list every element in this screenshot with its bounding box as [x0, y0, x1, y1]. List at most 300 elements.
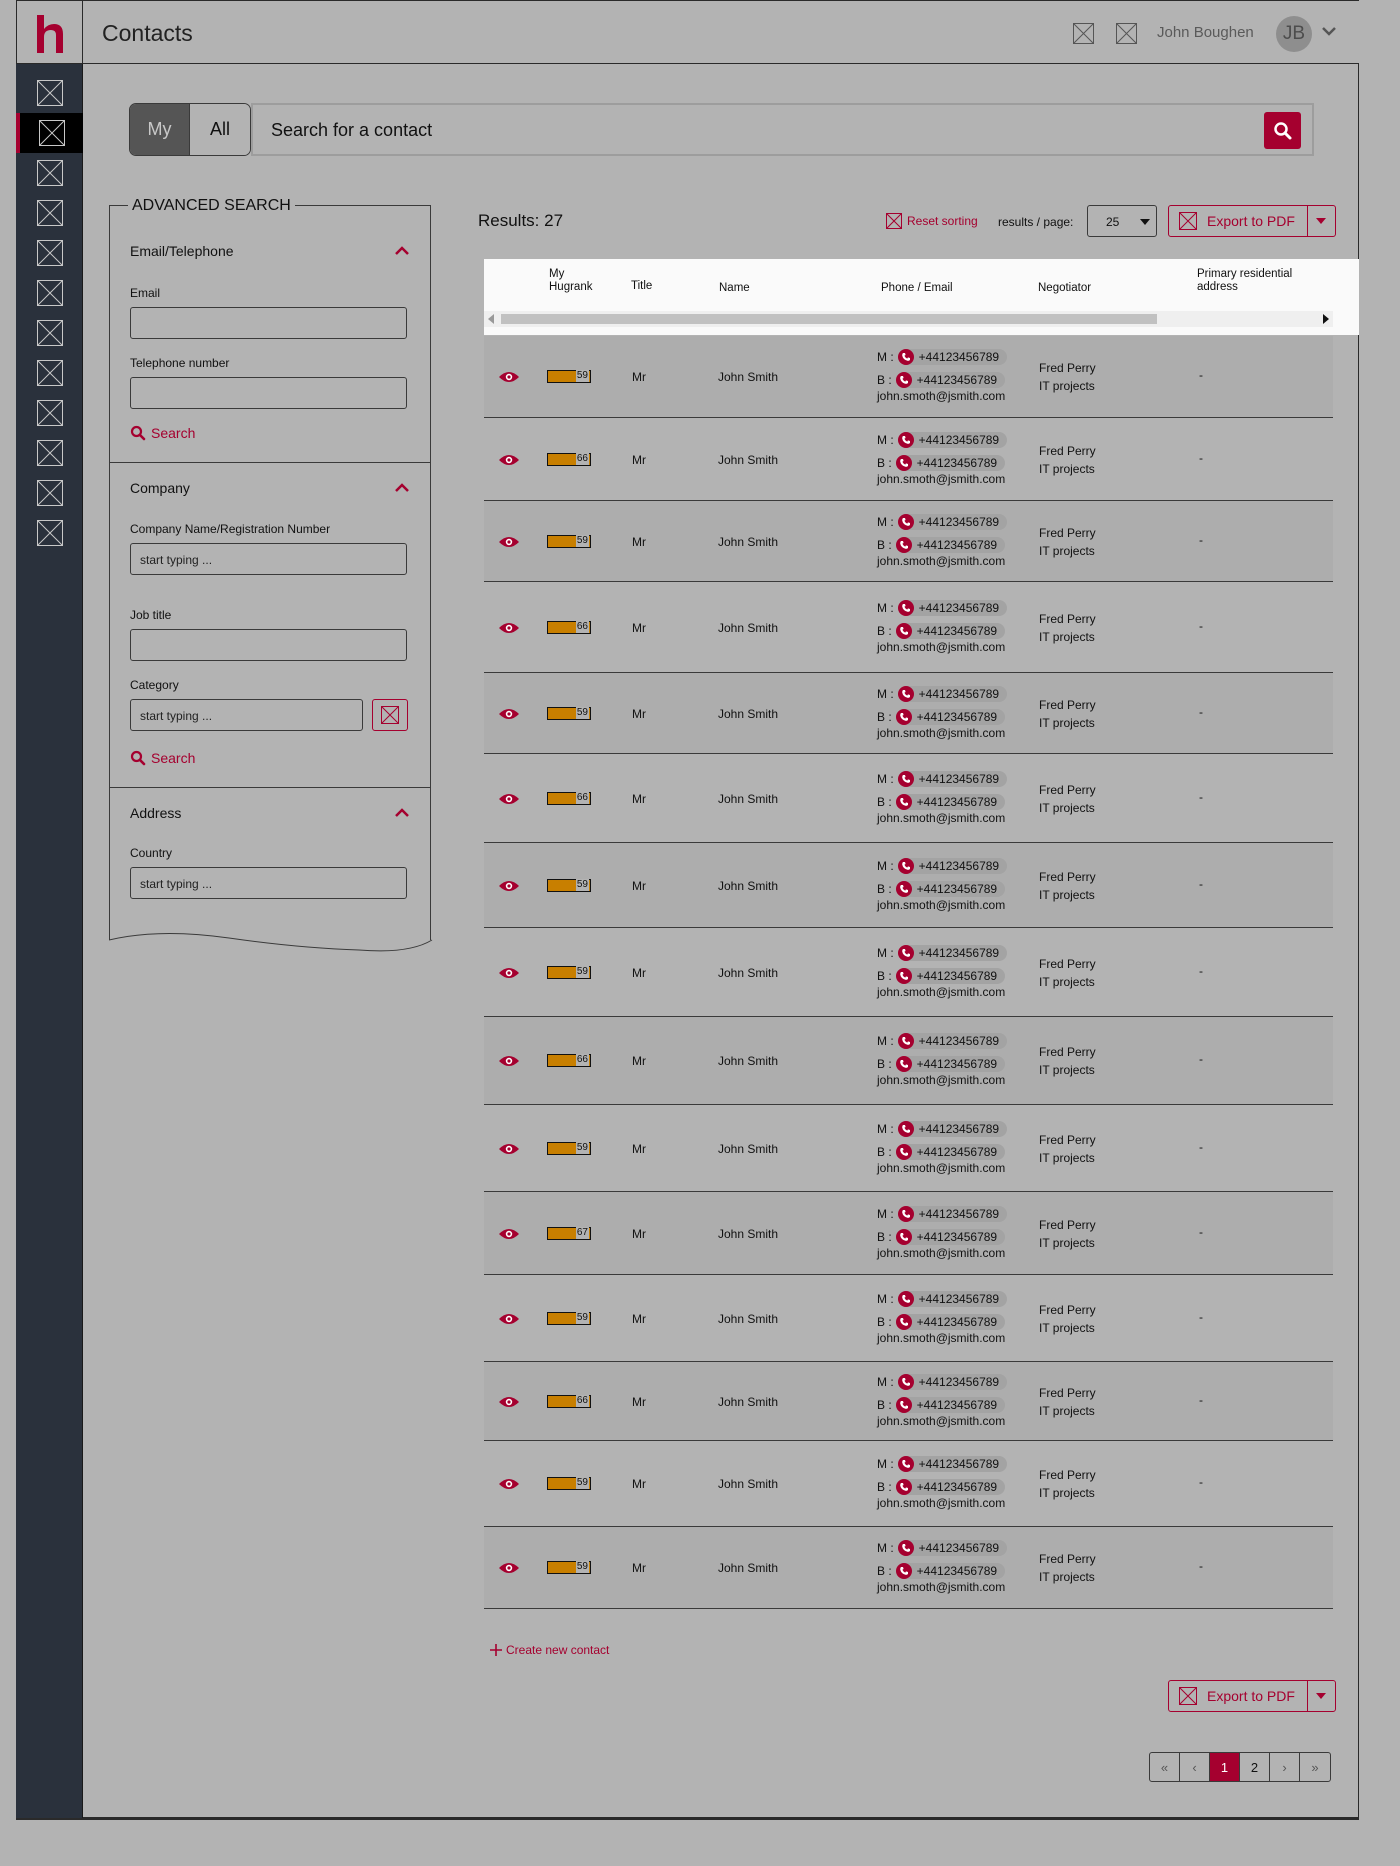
business-label: B :: [877, 709, 892, 724]
name-cell[interactable]: John Smith: [718, 878, 779, 893]
mobile-call-button[interactable]: [898, 686, 1007, 702]
mobile-label: M :: [877, 1121, 894, 1136]
phone-icon: [896, 1144, 912, 1160]
table-row[interactable]: [484, 754, 1333, 843]
placeholder-icon[interactable]: [1073, 23, 1094, 44]
email-link[interactable]: john.smoth@jsmith.com: [877, 897, 1006, 912]
table-row[interactable]: [484, 1441, 1333, 1527]
table-row[interactable]: [484, 1362, 1333, 1441]
placeholder-icon[interactable]: [1116, 23, 1137, 44]
mobile-number: +44123456789: [918, 1121, 1000, 1136]
mobile-phone: [877, 1374, 1007, 1390]
business-label: B :: [877, 1314, 892, 1329]
mobile-call-button[interactable]: [898, 514, 1007, 530]
phone-icon: [896, 1314, 912, 1330]
hugrank-value: 59: [576, 965, 588, 977]
negotiator-team: IT projects: [1039, 715, 1095, 730]
negotiator-name: Fred Perry: [1039, 1217, 1096, 1232]
mobile-label: M :: [877, 1457, 894, 1471]
category-picker-button[interactable]: [372, 699, 408, 731]
column-header-address[interactable]: [1197, 268, 1292, 294]
address-cell: -: [1199, 876, 1203, 891]
phone-icon: [896, 537, 912, 553]
caret-down-icon: [1140, 219, 1150, 225]
mobile-phone: [877, 514, 1007, 530]
email-link[interactable]: john.smoth@jsmith.com: [877, 984, 1006, 999]
negotiator-name: Fred Perry: [1039, 1468, 1096, 1482]
scroll-left-icon[interactable]: [487, 314, 495, 324]
view-eye-icon[interactable]: [498, 1054, 520, 1068]
view-eye-icon[interactable]: [498, 370, 520, 384]
advanced-search-title: ADVANCED SEARCH: [128, 197, 295, 215]
title-cell: Mr: [632, 452, 646, 467]
table-row[interactable]: [484, 1105, 1333, 1192]
mobile-call-button[interactable]: [898, 432, 1007, 448]
name-cell[interactable]: John Smith: [718, 791, 779, 806]
mobile-call-button[interactable]: [898, 771, 1007, 787]
view-eye-icon[interactable]: [498, 1312, 520, 1326]
hugrank-bar: [547, 535, 591, 548]
mobile-number: +44123456789: [918, 600, 1000, 615]
business-call-button[interactable]: [896, 1056, 1005, 1072]
sidebar-item[interactable]: [16, 473, 83, 513]
scrollbar-thumb[interactable]: [501, 314, 1157, 324]
search-icon: [130, 750, 146, 766]
phone-icon: [898, 349, 914, 365]
email-link[interactable]: john.smoth@jsmith.com: [877, 1160, 1006, 1175]
negotiator-cell: [1039, 610, 1096, 646]
email-link[interactable]: john.smoth@jsmith.com: [877, 639, 1006, 654]
placeholder-icon: [37, 160, 63, 186]
mobile-call-button[interactable]: [898, 1374, 1007, 1390]
column-header-hugrank[interactable]: [549, 268, 592, 294]
mobile-call-button[interactable]: [898, 1540, 1007, 1556]
results-per-page-select[interactable]: [1087, 205, 1157, 237]
negotiator-team: IT projects: [1039, 461, 1095, 476]
mobile-call-button[interactable]: [898, 1033, 1007, 1049]
mobile-phone: [877, 1456, 1007, 1472]
business-call-button[interactable]: [896, 1563, 1005, 1579]
country-field[interactable]: start typing ...: [130, 867, 407, 899]
results-count: Results: 27: [478, 211, 564, 230]
mobile-phone: [877, 1291, 1007, 1307]
name-cell[interactable]: John Smith: [718, 370, 779, 384]
negotiator-team: IT projects: [1039, 1063, 1095, 1077]
export-options-button[interactable]: [1308, 1681, 1335, 1711]
mode-all-button[interactable]: All: [190, 104, 250, 155]
view-eye-icon[interactable]: [498, 1142, 520, 1156]
mobile-call-button[interactable]: [898, 858, 1007, 874]
column-header-title[interactable]: Title: [631, 280, 653, 292]
email-link[interactable]: john.smoth@jsmith.com: [877, 725, 1006, 740]
view-eye-icon[interactable]: [498, 1477, 520, 1491]
hugrank-value: 59: [576, 1561, 588, 1572]
business-call-button[interactable]: [896, 709, 1005, 725]
placeholder-icon: [37, 280, 63, 306]
name-cell[interactable]: John Smith: [718, 1561, 779, 1575]
business-label: B :: [877, 1480, 892, 1494]
negotiator-team: IT projects: [1039, 379, 1095, 393]
telephone-field[interactable]: [130, 377, 407, 409]
panel-torn-edge: [109, 928, 433, 958]
mobile-label: M :: [877, 686, 894, 701]
email-link[interactable]: john.smoth@jsmith.com: [877, 1413, 1006, 1428]
export-pdf-button[interactable]: [1169, 206, 1308, 236]
business-phone: [877, 1144, 1005, 1160]
email-link[interactable]: john.smoth@jsmith.com: [877, 1496, 1006, 1510]
title-cell: Mr: [632, 878, 646, 893]
business-phone: [877, 968, 1005, 984]
view-eye-icon[interactable]: [498, 535, 520, 549]
view-eye-icon[interactable]: [498, 966, 520, 980]
business-phone: [877, 1563, 1005, 1579]
mobile-number: +44123456789: [918, 514, 1000, 529]
business-phone: [877, 537, 1005, 553]
title-cell: Mr: [632, 370, 646, 384]
business-phone: [877, 1397, 1005, 1413]
negotiator-cell: [1039, 696, 1096, 732]
table-row[interactable]: [484, 582, 1333, 673]
title-cell: Mr: [632, 1226, 646, 1241]
export-pdf-group-bottom: [1168, 1680, 1336, 1712]
sidebar-item[interactable]: [16, 393, 83, 433]
placeholder-icon: [37, 200, 63, 226]
sidebar-item[interactable]: [16, 433, 83, 473]
title-cell: Mr: [632, 1141, 646, 1156]
telephone-label: Telephone number: [130, 356, 230, 370]
logo[interactable]: [16, 1, 83, 64]
page-2-button[interactable]: 2: [1240, 1753, 1270, 1781]
name-cell[interactable]: John Smith: [718, 1311, 779, 1326]
hugrank-bar: [547, 453, 591, 466]
chevron-down-icon[interactable]: [1321, 25, 1337, 37]
phone-icon: [898, 1206, 914, 1222]
placeholder-icon: [37, 520, 63, 546]
results-per-page-label: results / page:: [998, 215, 1074, 229]
negotiator-cell: [1039, 442, 1096, 478]
table-row[interactable]: [484, 928, 1333, 1017]
export-pdf-button[interactable]: [1169, 1681, 1308, 1711]
section-title-address[interactable]: Address: [130, 805, 182, 821]
mobile-label: M :: [877, 600, 894, 615]
business-call-button[interactable]: [896, 881, 1005, 897]
company-search-link[interactable]: [130, 750, 195, 766]
phone-icon: [898, 945, 914, 961]
negotiator-team: IT projects: [1039, 974, 1095, 989]
search-icon: [130, 425, 146, 441]
email-link[interactable]: john.smoth@jsmith.com: [877, 1580, 1006, 1594]
results-per-page-value: 25: [1106, 215, 1120, 229]
negotiator-name: Fred Perry: [1039, 1385, 1096, 1400]
section-title-company[interactable]: Company: [130, 480, 190, 496]
mobile-number: +44123456789: [918, 686, 1000, 701]
country-label: Country: [130, 846, 173, 860]
sidebar-item[interactable]: [16, 153, 83, 193]
mobile-label: M :: [877, 1034, 894, 1048]
search-button[interactable]: [1264, 112, 1301, 149]
phone-icon: [898, 858, 914, 874]
negotiator-name: Fred Perry: [1039, 956, 1096, 971]
negotiator-cell: [1039, 1550, 1096, 1586]
business-phone: [877, 1056, 1005, 1072]
business-label: B :: [877, 1397, 892, 1412]
email-link[interactable]: john.smoth@jsmith.com: [877, 1073, 1006, 1087]
title-cell: Mr: [632, 534, 646, 549]
phone-icon: [896, 1397, 912, 1413]
next-page-button[interactable]: ›: [1270, 1753, 1300, 1781]
reset-sorting-link[interactable]: [886, 213, 978, 229]
mobile-phone: [877, 771, 1007, 787]
address-cell: -: [1199, 1052, 1203, 1066]
view-eye-icon[interactable]: [498, 621, 520, 635]
address-cell: -: [1199, 1224, 1203, 1239]
reset-sorting-label: Reset sorting: [907, 214, 978, 228]
column-header-phone-email[interactable]: Phone / Email: [881, 282, 953, 294]
email-link[interactable]: john.smoth@jsmith.com: [877, 810, 1006, 825]
section-title-email[interactable]: Email/Telephone: [130, 243, 234, 259]
business-number: +44123456789: [916, 1057, 998, 1071]
business-call-button[interactable]: [896, 1144, 1005, 1160]
mobile-call-button[interactable]: [898, 1206, 1007, 1222]
mobile-number: +44123456789: [918, 1034, 1000, 1048]
mobile-call-button[interactable]: [898, 600, 1007, 616]
table-row[interactable]: [484, 1017, 1333, 1105]
email-field[interactable]: [130, 307, 407, 339]
phone-icon: [898, 514, 914, 530]
logo-icon: [35, 13, 65, 53]
mobile-call-button[interactable]: [898, 1456, 1007, 1472]
negotiator-team: IT projects: [1039, 1235, 1095, 1250]
sidebar-item[interactable]: [16, 353, 83, 393]
name-cell[interactable]: John Smith: [718, 452, 779, 467]
address-cell: -: [1199, 1309, 1203, 1324]
hugrank-value: 59: [576, 534, 588, 546]
business-call-button[interactable]: [896, 968, 1005, 984]
hugrank-value: 59: [576, 1477, 588, 1488]
business-call-button[interactable]: [896, 1314, 1005, 1330]
email-link[interactable]: john.smoth@jsmith.com: [877, 1245, 1006, 1260]
negotiator-name: Fred Perry: [1039, 782, 1096, 797]
view-eye-icon[interactable]: [498, 1561, 520, 1575]
sidebar-item[interactable]: [16, 513, 83, 553]
name-cell[interactable]: John Smith: [718, 534, 779, 549]
first-page-button[interactable]: «: [1150, 1753, 1180, 1781]
title-cell: Mr: [632, 1561, 646, 1575]
name-cell[interactable]: John Smith: [718, 1226, 779, 1241]
mobile-label: M :: [877, 432, 894, 447]
mobile-call-button[interactable]: [898, 945, 1007, 961]
view-eye-icon[interactable]: [498, 792, 520, 806]
business-number: +44123456789: [916, 968, 998, 983]
business-call-button[interactable]: [896, 1479, 1005, 1495]
email-link[interactable]: john.smoth@jsmith.com: [877, 389, 1006, 403]
view-eye-icon[interactable]: [498, 879, 520, 893]
sidebar: [16, 64, 83, 1818]
advanced-search-panel: [109, 197, 431, 940]
business-label: B :: [877, 373, 892, 387]
email-search-link[interactable]: [130, 425, 195, 441]
hugrank-bar: [547, 1312, 591, 1325]
business-phone: [877, 881, 1005, 897]
mobile-phone: [877, 1540, 1007, 1556]
negotiator-name: Fred Perry: [1039, 611, 1096, 626]
avatar[interactable]: JB: [1276, 16, 1312, 52]
negotiator-name: Fred Perry: [1039, 361, 1096, 375]
hugrank-bar: [547, 707, 591, 720]
mobile-number: +44123456789: [918, 858, 1000, 873]
phone-icon: [898, 432, 914, 448]
mobile-number: +44123456789: [918, 945, 1000, 960]
column-header-negotiator[interactable]: Negotiator: [1038, 282, 1092, 294]
table-row[interactable]: [484, 673, 1333, 754]
negotiator-cell: [1039, 1131, 1096, 1167]
sidebar-item[interactable]: [16, 113, 83, 153]
name-cell[interactable]: John Smith: [718, 1141, 779, 1156]
business-number: +44123456789: [916, 709, 998, 724]
table-row[interactable]: [484, 843, 1333, 928]
mobile-phone: [877, 858, 1007, 874]
negotiator-cell: [1039, 1466, 1096, 1502]
business-call-button[interactable]: [896, 1397, 1005, 1413]
sidebar-item[interactable]: [16, 233, 83, 273]
title-cell: Mr: [632, 620, 646, 635]
name-cell[interactable]: John Smith: [718, 1054, 779, 1068]
mobile-call-button[interactable]: [898, 349, 1007, 365]
mobile-phone: [877, 686, 1007, 702]
chevron-up-icon[interactable]: [394, 482, 410, 494]
business-number: +44123456789: [916, 794, 998, 809]
placeholder-icon: [37, 360, 63, 386]
negotiator-cell: [1039, 1043, 1096, 1079]
page-1-button[interactable]: 1: [1210, 1753, 1240, 1781]
last-page-button[interactable]: »: [1311, 1759, 1319, 1775]
hugrank-bar: [547, 1477, 591, 1490]
caret-down-icon: [1315, 217, 1327, 225]
business-call-button[interactable]: [896, 537, 1005, 553]
hugrank-value: 66: [576, 452, 588, 464]
email-link[interactable]: john.smoth@jsmith.com: [877, 553, 1006, 568]
table-row[interactable]: [484, 501, 1333, 582]
horizontal-scrollbar[interactable]: [484, 311, 1333, 327]
name-cell[interactable]: John Smith: [718, 620, 779, 635]
hugrank-value: 59: [576, 370, 588, 381]
business-phone: [877, 1479, 1005, 1495]
view-eye-icon[interactable]: [498, 453, 520, 467]
phone-icon: [898, 1374, 914, 1390]
address-cell: -: [1199, 704, 1203, 719]
search-input[interactable]: [251, 103, 1314, 156]
hugrank-value: 59: [576, 706, 588, 718]
phone-icon: [898, 771, 914, 787]
business-number: +44123456789: [916, 1229, 998, 1244]
table-row[interactable]: [484, 336, 1333, 418]
chevron-up-icon[interactable]: [394, 245, 410, 257]
negotiator-cell: [1039, 524, 1096, 560]
mobile-number: +44123456789: [918, 1457, 1000, 1471]
negotiator-team: IT projects: [1039, 1486, 1095, 1500]
mobile-call-button[interactable]: [898, 1291, 1007, 1307]
table-row[interactable]: [484, 1192, 1333, 1275]
business-label: B :: [877, 1229, 892, 1244]
business-label: B :: [877, 1057, 892, 1071]
export-options-button[interactable]: [1308, 206, 1335, 236]
placeholder-icon: [37, 80, 63, 106]
name-cell[interactable]: John Smith: [718, 965, 779, 980]
mobile-label: M :: [877, 945, 894, 960]
mobile-number: +44123456789: [918, 771, 1000, 786]
view-eye-icon[interactable]: [498, 707, 520, 721]
business-label: B :: [877, 1564, 892, 1578]
negotiator-cell: [1039, 955, 1096, 991]
business-number: +44123456789: [916, 537, 998, 552]
mobile-label: M :: [877, 1291, 894, 1306]
create-contact-link[interactable]: [490, 1643, 609, 1657]
company-field[interactable]: start typing ...: [130, 543, 407, 575]
phone-icon: [896, 455, 912, 471]
negotiator-team: IT projects: [1039, 543, 1095, 558]
job-title-field[interactable]: [130, 629, 407, 661]
business-number: +44123456789: [916, 623, 998, 638]
view-eye-icon[interactable]: [498, 1227, 520, 1241]
mode-my-button[interactable]: My: [130, 104, 190, 155]
mobile-phone: [877, 349, 1007, 365]
negotiator-name: Fred Perry: [1039, 525, 1096, 540]
view-eye-icon[interactable]: [498, 1395, 520, 1409]
column-header-name[interactable]: Name: [719, 282, 750, 294]
title-cell: Mr: [632, 1477, 646, 1491]
name-cell[interactable]: John Smith: [718, 1477, 779, 1491]
hugrank-bar: [547, 1395, 591, 1408]
chevron-up-icon[interactable]: [394, 807, 410, 819]
user-name[interactable]: John Boughen: [1157, 24, 1254, 41]
table-row[interactable]: [484, 1527, 1333, 1609]
company-search-label: Search: [151, 750, 196, 766]
mobile-call-button[interactable]: [898, 1121, 1007, 1137]
sidebar-item[interactable]: [16, 273, 83, 313]
phone-icon: [898, 1540, 914, 1556]
business-call-button[interactable]: [896, 623, 1005, 639]
email-link[interactable]: john.smoth@jsmith.com: [877, 1330, 1006, 1345]
mobile-label: M :: [877, 1206, 894, 1221]
hugrank-bar: [547, 879, 591, 892]
name-cell[interactable]: John Smith: [718, 706, 779, 721]
business-number: +44123456789: [916, 1314, 998, 1329]
business-call-button[interactable]: [896, 1229, 1005, 1245]
name-cell[interactable]: John Smith: [718, 1394, 779, 1409]
sidebar-item[interactable]: [16, 73, 83, 113]
negotiator-name: Fred Perry: [1039, 869, 1096, 884]
category-field[interactable]: start typing ...: [130, 699, 363, 731]
title-cell: Mr: [632, 1394, 646, 1409]
hugrank-value: 66: [576, 1054, 588, 1065]
email-link[interactable]: john.smoth@jsmith.com: [877, 471, 1006, 486]
table-row[interactable]: [484, 1275, 1333, 1362]
business-call-button[interactable]: [896, 794, 1005, 810]
negotiator-name: Fred Perry: [1039, 1132, 1096, 1147]
address-cell: -: [1199, 1139, 1203, 1154]
negotiator-name: Fred Perry: [1039, 697, 1096, 712]
sidebar-item[interactable]: [16, 193, 83, 233]
table-row[interactable]: [484, 418, 1333, 501]
business-number: +44123456789: [916, 881, 998, 896]
phone-icon: [898, 1033, 914, 1049]
business-call-button[interactable]: [896, 372, 1005, 388]
business-call-button[interactable]: [896, 455, 1005, 471]
business-number: +44123456789: [916, 373, 998, 387]
sidebar-item[interactable]: [16, 313, 83, 353]
scroll-right-icon[interactable]: [1322, 314, 1330, 324]
prev-page-button[interactable]: ‹: [1180, 1753, 1210, 1781]
